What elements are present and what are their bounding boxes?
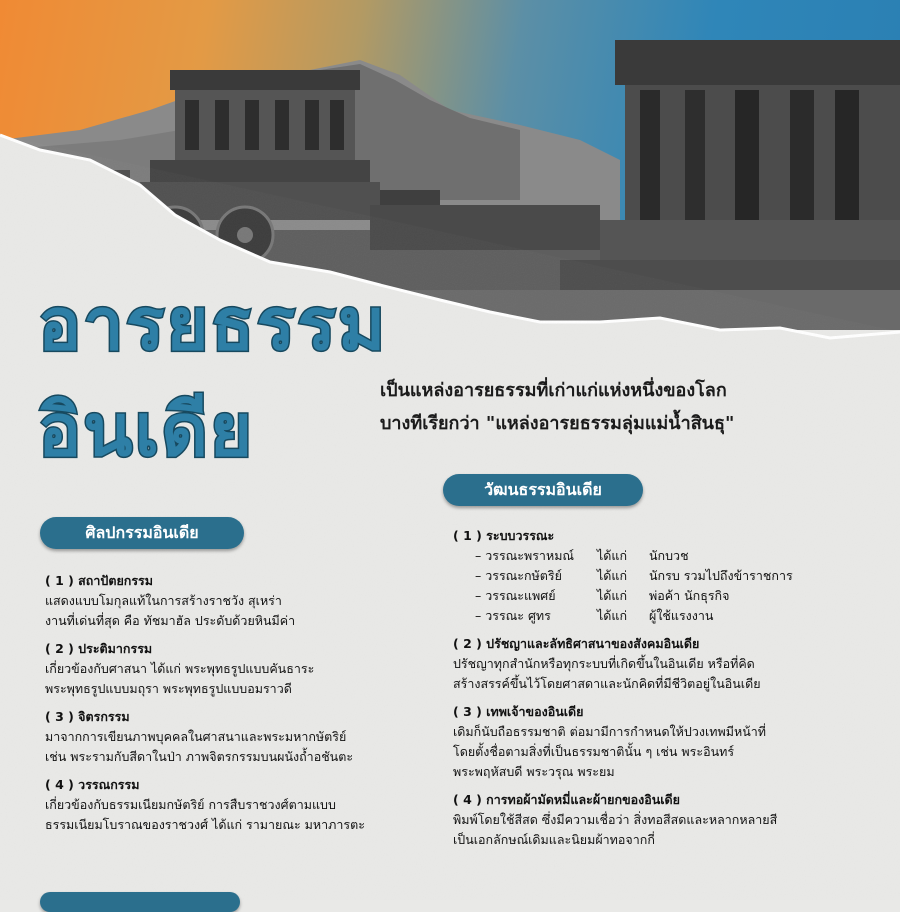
caste-verb: ได้แก่ <box>597 568 628 583</box>
caste-name: – วรรณะกษัตริย์ <box>475 568 562 583</box>
right-item-title: ( 3 ) เทพเจ้าของอินเดีย <box>453 704 584 719</box>
left-item-line: พระพุทธรูปแบบมถุรา พระพุทธรูปแบบอมราวดี <box>45 681 292 696</box>
left-item-line: งานที่เด่นที่สุด คือ ทัชมาฮัล ประดับด้วยหินมีค่า <box>45 613 296 628</box>
right-item-line: เป็นเอกลักษณ์เดิมและนิยมผ้าทอจากกี่ <box>453 832 655 847</box>
left-item-line: เช่น พระรามกับสีดาในป่า ภาพจิตรกรรมบนผนังถ้ำอชันตะ <box>45 749 354 764</box>
right-item-line: สร้างสรรค์ขึ้นไว้โดยศาสดาและนักคิดที่มีชีวิตอยู่ในอินเดีย <box>453 676 761 691</box>
caste-verb: ได้แก่ <box>597 588 628 603</box>
title-line-2: อินเดีย <box>38 388 255 472</box>
left-item <box>45 775 390 835</box>
left-item-line: มาจากการเขียนภาพบุคคลในศาสนาและพระมหากษัตริย์ <box>45 729 347 744</box>
right-section-heading: วัฒนธรรมอินเดีย <box>443 474 643 506</box>
caste-name: – วรรณะ ศูทร <box>475 608 551 623</box>
caste-desc: นักบวช <box>649 548 689 563</box>
caste-table <box>475 546 873 626</box>
left-section-heading: ศิลปกรรมอินเดีย <box>40 517 244 549</box>
right-item-line: พระพฤหัสบดี พระวรุณ พระยม <box>453 764 615 779</box>
right-item-title: ( 4 ) การทอผ้ามัดหมี่และผ้ายกของอินเดีย <box>453 792 680 807</box>
caste-verb: ได้แก่ <box>597 608 628 623</box>
left-item-title: ( 4 ) วรรณกรรม <box>45 777 140 792</box>
right-section-content <box>453 522 873 858</box>
caste-name: – วรรณะแพศย์ <box>475 588 556 603</box>
right-item-line: พิมพ์โดยใช้สีสด ซึ่งมีความเชื่อว่า สิ่งทอสีสดและหลากหลายสี <box>453 812 778 827</box>
intro-line-2: บางทีเรียกว่า "แหล่งอารยธรรมลุ่มแม่น้ำสินธุ" <box>380 413 735 434</box>
right-item-line: ปรัชญาทุกสำนักหรือทุกระบบที่เกิดขึ้นในอินเดีย หรือที่คิด <box>453 656 755 671</box>
right-item-line: เดิมก็นับถือธรรมชาติ ต่อมามีการกำหนดให้ปวงเทพมีหน้าที่ <box>453 724 766 739</box>
caste-desc: ผู้ใช้แรงงาน <box>649 608 714 623</box>
intro-text <box>380 374 880 440</box>
left-item-line: ธรรมเนียมโบราณของราชวงศ์ ได้แก่ รามายณะ มหาภารตะ <box>45 817 365 832</box>
caste-block <box>453 526 873 626</box>
caste-desc: พ่อค้า นักธุรกิจ <box>649 588 730 603</box>
left-item <box>45 571 390 631</box>
left-section-content <box>45 567 390 843</box>
left-item-title: ( 3 ) จิตรกรรม <box>45 709 130 724</box>
left-item-line: เกี่ยวข้องกับศาสนา ได้แก่ พระพุทธรูปแบบคันธาระ <box>45 661 315 676</box>
left-item-line: เกี่ยวข้องกับธรรมเนียมกษัตริย์ การสืบราชวงศ์ตามแบบ <box>45 797 336 812</box>
caste-desc: นักรบ รวมไปถึงข้าราชการ <box>649 568 793 583</box>
title-line-1: อารยธรรม <box>38 282 388 366</box>
left-item-title: ( 1 ) สถาปัตยกรรม <box>45 573 154 588</box>
left-item <box>45 707 390 767</box>
intro-line-1: เป็นแหล่งอารยธรรมที่เก่าแก่แห่งหนึ่งของโลก <box>380 380 727 401</box>
caste-name: – วรรณะพราหมณ์ <box>475 548 575 563</box>
left-item-line: แสดงแบบโมกุลแท้ในการสร้างราชวัง สุเหร่า <box>45 593 282 608</box>
caste-verb: ได้แก่ <box>597 548 628 563</box>
right-item-line: โดยตั้งชื่อตามสิ่งที่เป็นธรรมชาตินั้น ๆ เช่น พระอินทร์ <box>453 744 735 759</box>
left-item <box>45 639 390 699</box>
left-item-title: ( 2 ) ประติมากรรม <box>45 641 153 656</box>
bottom-heading-pill <box>40 892 240 912</box>
right-item <box>453 790 873 850</box>
caste-title: ( 1 ) ระบบวรรณะ <box>453 528 555 543</box>
right-item <box>453 702 873 782</box>
right-item <box>453 634 873 694</box>
right-item-title: ( 2 ) ปรัชญาและลัทธิศาสนาของสังคมอินเดีย <box>453 636 700 651</box>
